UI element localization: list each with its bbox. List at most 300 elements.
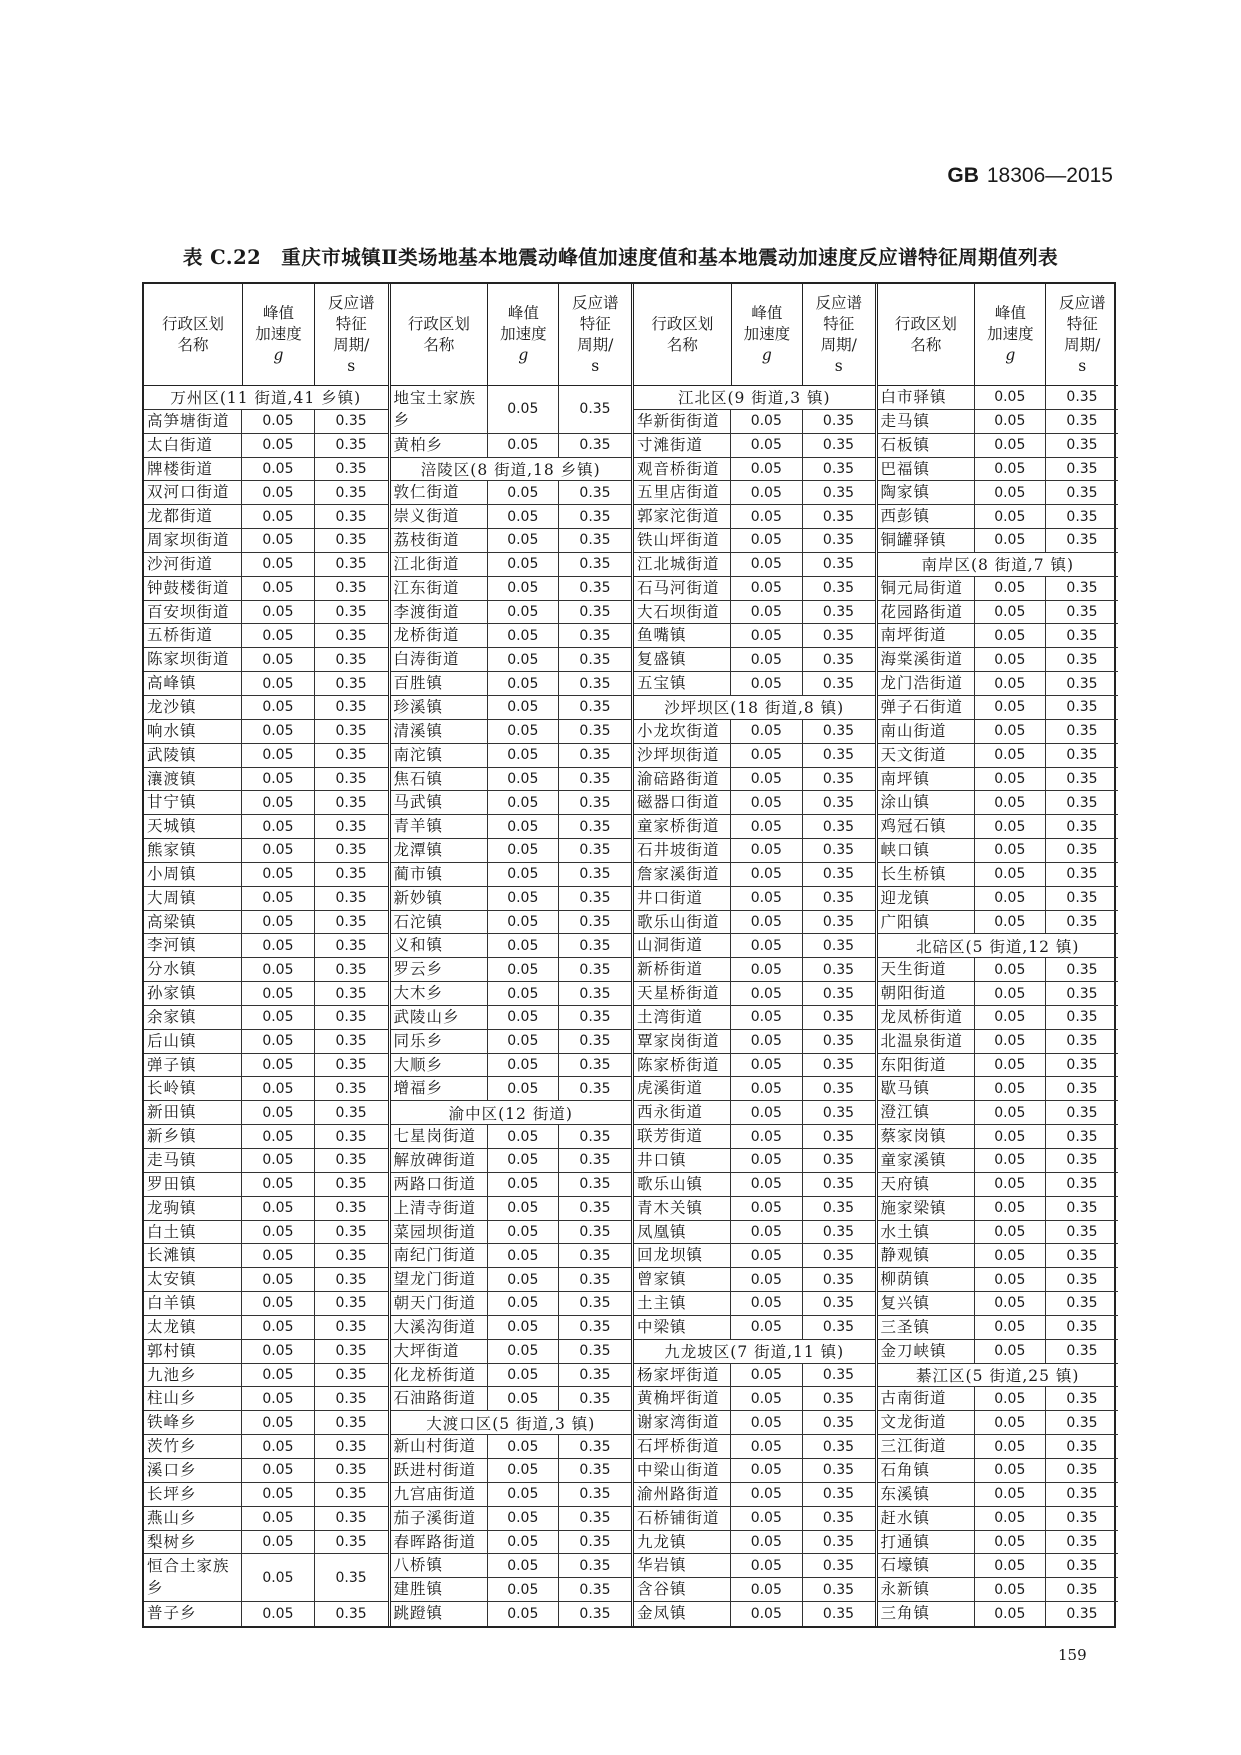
characteristic-period: 0.35 — [802, 815, 875, 838]
division-name: 清溪镇 — [393, 721, 444, 740]
division-name: 华新街街道 — [637, 411, 720, 430]
division-name: 上清寺街道 — [393, 1198, 477, 1217]
header-line: s — [1078, 356, 1087, 375]
characteristic-period: 0.35 — [558, 1244, 631, 1267]
characteristic-period: 0.35 — [802, 1507, 875, 1530]
division-name: 回龙坝镇 — [637, 1246, 704, 1265]
table-row — [634, 815, 875, 839]
peak-acceleration: 0.05 — [974, 1411, 1046, 1434]
table-row — [391, 1149, 632, 1173]
table-row — [144, 624, 388, 648]
division-name: 沙坪坝街道 — [637, 745, 720, 764]
table-row — [634, 1173, 875, 1197]
peak-acceleration: 0.05 — [487, 1197, 559, 1220]
division-name: 白涛街道 — [393, 650, 460, 669]
peak-acceleration: 0.05 — [487, 1292, 559, 1315]
characteristic-period: 0.35 — [314, 1602, 388, 1626]
peak-acceleration: 0.05 — [730, 1221, 802, 1244]
peak-acceleration: 0.05 — [974, 863, 1046, 886]
characteristic-period: 0.35 — [802, 1435, 875, 1458]
peak-acceleration: 0.05 — [730, 744, 802, 767]
characteristic-period: 0.35 — [1045, 911, 1118, 934]
header-line: s — [347, 356, 356, 375]
peak-acceleration: 0.05 — [974, 1316, 1046, 1339]
peak-acceleration: 0.05 — [974, 1387, 1046, 1410]
peak-acceleration: 0.05 — [974, 434, 1046, 457]
division-name: 龙驹镇 — [147, 1198, 197, 1217]
division-name: 江北街道 — [393, 554, 460, 573]
table-row — [144, 934, 388, 958]
peak-acceleration: 0.05 — [730, 648, 802, 671]
peak-acceleration: 0.05 — [241, 1459, 313, 1482]
header-line: 行政区划 — [651, 314, 714, 333]
division-name: 蔺市镇 — [393, 864, 444, 883]
table-row — [634, 458, 875, 482]
peak-acceleration: 0.05 — [487, 434, 559, 457]
division-name: 柱山乡 — [147, 1389, 197, 1408]
peak-acceleration: 0.05 — [487, 648, 559, 671]
characteristic-period: 0.35 — [802, 1292, 875, 1315]
division-name: 武陵镇 — [147, 745, 197, 764]
table-row — [391, 1316, 632, 1340]
table-header-row — [144, 284, 388, 386]
characteristic-period: 0.35 — [314, 648, 388, 671]
characteristic-period: 0.35 — [558, 1578, 631, 1601]
table-row — [144, 1554, 388, 1602]
header-line: 峰值 — [507, 304, 539, 322]
peak-acceleration: 0.05 — [730, 1006, 802, 1029]
characteristic-period: 0.35 — [802, 791, 875, 814]
division-name: 童家桥街道 — [637, 817, 720, 836]
division-name: 郭村镇 — [147, 1341, 197, 1360]
table-row — [144, 1101, 388, 1125]
division-name: 小龙坎街道 — [637, 721, 720, 740]
table-row — [391, 1292, 632, 1316]
division-name: 五里店街道 — [637, 483, 720, 502]
characteristic-period: 0.35 — [558, 887, 631, 910]
table-row — [878, 1077, 1119, 1101]
division-name: 峡口镇 — [880, 841, 931, 860]
division-name: 天星桥街道 — [637, 984, 720, 1003]
characteristic-period: 0.35 — [802, 982, 875, 1005]
header-characteristic-period — [558, 284, 631, 385]
header-line: 反应谱 — [1058, 293, 1106, 312]
characteristic-period: 0.35 — [802, 1149, 875, 1172]
peak-acceleration: 0.05 — [487, 696, 559, 719]
table-row — [634, 791, 875, 815]
header-line: 周期/ — [577, 335, 614, 354]
peak-acceleration: 0.05 — [730, 1578, 802, 1601]
division-name: 铜元局街道 — [880, 578, 964, 597]
peak-acceleration: 0.05 — [974, 1149, 1046, 1172]
table-row — [634, 911, 875, 935]
peak-acceleration: 0.05 — [487, 720, 559, 743]
header-line: 周期/ — [333, 335, 370, 354]
characteristic-period: 0.35 — [314, 624, 388, 647]
characteristic-period: 0.35 — [1045, 434, 1118, 457]
peak-acceleration: 0.05 — [487, 1316, 559, 1339]
division-name: 谢家湾街道 — [637, 1413, 720, 1432]
characteristic-period: 0.35 — [314, 410, 388, 433]
characteristic-period: 0.35 — [314, 1292, 388, 1315]
peak-acceleration: 0.05 — [487, 1149, 559, 1172]
division-name: 江东街道 — [393, 578, 460, 597]
peak-acceleration: 0.05 — [487, 481, 559, 504]
table-row — [634, 1149, 875, 1173]
division-name: 天府镇 — [880, 1174, 931, 1193]
table-row — [634, 1221, 875, 1245]
division-name: 熊家镇 — [147, 841, 197, 860]
division-name: 长生桥镇 — [880, 864, 947, 883]
division-name: 井口街道 — [637, 888, 704, 907]
table-row — [878, 577, 1119, 601]
peak-acceleration: 0.05 — [974, 1459, 1046, 1482]
peak-acceleration: 0.05 — [730, 911, 802, 934]
characteristic-period: 0.35 — [314, 1364, 388, 1387]
characteristic-period: 0.35 — [802, 505, 875, 528]
table-row — [391, 1268, 632, 1292]
characteristic-period: 0.35 — [314, 911, 388, 934]
peak-acceleration: 0.05 — [730, 672, 802, 695]
table-row — [878, 1101, 1119, 1125]
peak-acceleration: 0.05 — [974, 386, 1046, 409]
peak-acceleration: 0.05 — [730, 1030, 802, 1053]
division-name: 渝碚路街道 — [637, 769, 720, 788]
header-line: s — [591, 356, 600, 375]
characteristic-period: 0.35 — [802, 863, 875, 886]
peak-acceleration: 0.05 — [974, 958, 1046, 981]
table-row — [634, 434, 875, 458]
division-name: 金凤镇 — [637, 1604, 687, 1623]
peak-acceleration: 0.05 — [241, 1197, 313, 1220]
characteristic-period: 0.35 — [802, 839, 875, 862]
peak-acceleration: 0.05 — [241, 1244, 313, 1267]
characteristic-period: 0.35 — [802, 958, 875, 981]
characteristic-period: 0.35 — [558, 648, 631, 671]
division-name: 五桥街道 — [147, 626, 214, 645]
table-row — [144, 1006, 388, 1030]
division-name: 太龙镇 — [147, 1317, 197, 1336]
division-name: 太白街道 — [147, 435, 214, 454]
header-line: 反应谱 — [571, 293, 619, 312]
header-line: g — [518, 346, 529, 364]
division-name: 曾家镇 — [637, 1270, 687, 1289]
division-name: 地宝土家族乡 — [393, 389, 477, 429]
table-row — [391, 839, 632, 863]
peak-acceleration: 0.05 — [730, 553, 802, 576]
peak-acceleration: 0.05 — [241, 934, 313, 957]
division-name: 走马镇 — [147, 1151, 197, 1169]
characteristic-period: 0.35 — [558, 1030, 631, 1053]
characteristic-period: 0.35 — [802, 1006, 875, 1029]
peak-acceleration: 0.05 — [487, 1244, 559, 1267]
division-name: 大坪街道 — [393, 1341, 460, 1360]
characteristic-period: 0.35 — [802, 458, 875, 481]
characteristic-period: 0.35 — [802, 648, 875, 671]
table-row — [634, 1125, 875, 1149]
peak-acceleration: 0.05 — [974, 815, 1046, 838]
header-line: 行政区划 — [894, 314, 957, 333]
header-line: 行政区划 — [161, 314, 224, 333]
table-row — [634, 1244, 875, 1268]
peak-acceleration: 0.05 — [974, 1244, 1046, 1267]
column-group — [144, 284, 388, 1626]
peak-acceleration: 0.05 — [241, 648, 313, 671]
characteristic-period: 0.35 — [558, 768, 631, 791]
peak-acceleration: 0.05 — [241, 577, 313, 600]
peak-acceleration: 0.05 — [730, 863, 802, 886]
header-characteristic-period — [1045, 284, 1118, 385]
division-name: 土湾街道 — [637, 1007, 704, 1026]
peak-acceleration: 0.05 — [974, 1531, 1046, 1554]
division-name: 朝阳街道 — [880, 984, 947, 1003]
peak-acceleration: 0.05 — [974, 1554, 1046, 1577]
table-row — [634, 1483, 875, 1507]
table-row — [144, 791, 388, 815]
table-row — [634, 1197, 875, 1221]
peak-acceleration: 0.05 — [974, 1101, 1046, 1124]
characteristic-period: 0.35 — [802, 672, 875, 695]
division-name: 虎溪街道 — [637, 1079, 704, 1098]
table-row — [634, 648, 875, 672]
table-row — [878, 1221, 1119, 1245]
peak-acceleration: 0.05 — [730, 577, 802, 600]
characteristic-period: 0.35 — [314, 1173, 388, 1196]
peak-acceleration: 0.05 — [487, 982, 559, 1005]
characteristic-period: 0.35 — [1045, 1173, 1118, 1196]
division-name: 石油路街道 — [393, 1389, 477, 1408]
division-name: 太安镇 — [147, 1270, 197, 1289]
characteristic-period: 0.35 — [802, 1602, 875, 1626]
peak-acceleration: 0.05 — [241, 1125, 313, 1148]
division-name: 石井坡街道 — [637, 841, 720, 860]
table-row — [878, 982, 1119, 1006]
characteristic-period: 0.35 — [558, 386, 631, 433]
characteristic-period: 0.35 — [558, 1364, 631, 1387]
division-name: 永新镇 — [880, 1580, 931, 1599]
table-row — [391, 1197, 632, 1221]
table-row — [391, 505, 632, 529]
peak-acceleration: 0.05 — [487, 815, 559, 838]
peak-acceleration: 0.05 — [487, 744, 559, 767]
characteristic-period: 0.35 — [314, 815, 388, 838]
table-row — [144, 481, 388, 505]
header-line: 峰值 — [262, 304, 294, 322]
peak-acceleration: 0.05 — [974, 1030, 1046, 1053]
division-name: 磁器口街道 — [637, 793, 720, 812]
table-row — [144, 553, 388, 577]
division-name: 百安坝街道 — [147, 602, 230, 621]
peak-acceleration: 0.05 — [730, 887, 802, 910]
table-row — [391, 1054, 632, 1078]
table-row — [634, 1077, 875, 1101]
table-row — [391, 386, 632, 434]
table-row — [144, 1459, 388, 1483]
characteristic-period: 0.35 — [314, 1125, 388, 1148]
table-row — [144, 982, 388, 1006]
table-row — [878, 529, 1119, 553]
header-name — [144, 284, 242, 385]
standard-code: 18306—2015 — [986, 164, 1113, 187]
table-row — [634, 1268, 875, 1292]
division-name: 九龙镇 — [637, 1532, 687, 1551]
peak-acceleration: 0.05 — [487, 672, 559, 695]
division-name: 响水镇 — [147, 721, 197, 740]
peak-acceleration: 0.05 — [241, 481, 313, 504]
peak-acceleration: 0.05 — [241, 1149, 313, 1172]
peak-acceleration: 0.05 — [974, 648, 1046, 671]
table-row — [634, 1006, 875, 1030]
table-row — [391, 648, 632, 672]
division-name: 覃家岗街道 — [637, 1031, 720, 1050]
table-row — [878, 696, 1119, 720]
table-row — [144, 1387, 388, 1411]
characteristic-period: 0.35 — [802, 1531, 875, 1554]
division-name: 马武镇 — [393, 793, 444, 812]
division-name: 中梁山街道 — [637, 1460, 720, 1479]
characteristic-period: 0.35 — [314, 434, 388, 457]
division-name: 石马河街道 — [637, 578, 720, 597]
table-row — [391, 791, 632, 815]
table-row — [634, 1101, 875, 1125]
division-name: 西彭镇 — [880, 507, 931, 526]
peak-acceleration: 0.05 — [974, 672, 1046, 695]
column-group — [388, 284, 632, 1626]
division-name: 山洞街道 — [637, 936, 704, 955]
table-row — [144, 529, 388, 553]
characteristic-period: 0.35 — [1045, 720, 1118, 743]
table-row — [391, 481, 632, 505]
division-name: 荔枝街道 — [393, 531, 460, 550]
characteristic-period: 0.35 — [802, 553, 875, 576]
division-name: 茨竹乡 — [147, 1437, 197, 1456]
header-line: g — [273, 346, 284, 364]
table-row — [634, 1030, 875, 1054]
division-name: 静观镇 — [880, 1246, 931, 1265]
characteristic-period: 0.35 — [314, 1340, 388, 1363]
peak-acceleration: 0.05 — [487, 958, 559, 981]
peak-acceleration: 0.05 — [730, 434, 802, 457]
division-name: 白羊镇 — [147, 1294, 197, 1313]
table-row — [878, 458, 1119, 482]
peak-acceleration: 0.05 — [487, 601, 559, 624]
table-row — [391, 1244, 632, 1268]
characteristic-period: 0.35 — [558, 481, 631, 504]
division-name: 巴福镇 — [880, 459, 931, 478]
table-row — [878, 434, 1119, 458]
peak-acceleration: 0.05 — [487, 1268, 559, 1291]
characteristic-period: 0.35 — [558, 911, 631, 934]
characteristic-period: 0.35 — [314, 1149, 388, 1172]
characteristic-period: 0.35 — [802, 1364, 875, 1387]
characteristic-period: 0.35 — [314, 934, 388, 957]
peak-acceleration: 0.05 — [974, 1483, 1046, 1506]
characteristic-period: 0.35 — [558, 672, 631, 695]
division-name: 白土镇 — [147, 1222, 197, 1241]
characteristic-period: 0.35 — [1045, 1483, 1118, 1506]
characteristic-period: 0.35 — [314, 458, 388, 481]
division-name: 天文街道 — [880, 745, 947, 764]
table-header-row — [878, 284, 1119, 386]
peak-acceleration: 0.05 — [487, 577, 559, 600]
header-line: 名称 — [910, 335, 942, 354]
characteristic-period: 0.35 — [1045, 1459, 1118, 1482]
table-row — [144, 601, 388, 625]
division-name: 高笋塘街道 — [147, 411, 230, 430]
header-line: 周期/ — [820, 335, 857, 354]
peak-acceleration: 0.05 — [730, 934, 802, 957]
characteristic-period: 0.35 — [558, 1340, 631, 1363]
characteristic-period: 0.35 — [1045, 410, 1118, 433]
table-row — [391, 887, 632, 911]
table-row — [391, 1077, 632, 1101]
table-row — [391, 744, 632, 768]
table-row — [878, 1316, 1119, 1340]
table-row — [878, 1173, 1119, 1197]
characteristic-period: 0.35 — [558, 958, 631, 981]
division-name: 新桥街道 — [637, 960, 704, 979]
characteristic-period: 0.35 — [558, 1125, 631, 1148]
table-row — [144, 839, 388, 863]
characteristic-period: 0.35 — [1045, 529, 1118, 552]
table-row — [878, 1268, 1119, 1292]
characteristic-period: 0.35 — [314, 791, 388, 814]
division-name: 古南街道 — [880, 1389, 947, 1408]
division-name: 石坪桥街道 — [637, 1437, 720, 1456]
peak-acceleration: 0.05 — [241, 458, 313, 481]
table-row — [878, 1507, 1119, 1531]
peak-acceleration: 0.05 — [974, 1578, 1046, 1601]
table-row — [391, 863, 632, 887]
peak-acceleration: 0.05 — [241, 1221, 313, 1244]
peak-acceleration: 0.05 — [974, 720, 1046, 743]
division-name: 江北城街道 — [637, 554, 720, 573]
peak-acceleration: 0.05 — [730, 815, 802, 838]
division-name: 高梁镇 — [147, 912, 197, 931]
table-row — [634, 887, 875, 911]
characteristic-period: 0.35 — [314, 887, 388, 910]
characteristic-period: 0.35 — [314, 1411, 388, 1434]
division-name: 龙都街道 — [147, 507, 214, 526]
division-name: 朝天门街道 — [393, 1294, 477, 1313]
header-line: 反应谱 — [327, 293, 375, 312]
peak-acceleration: 0.05 — [241, 1077, 313, 1100]
division-name: 复盛镇 — [637, 650, 687, 669]
characteristic-period: 0.35 — [1045, 1149, 1118, 1172]
division-name: 复兴镇 — [880, 1294, 931, 1313]
table-row — [878, 720, 1119, 744]
table-row — [144, 887, 388, 911]
table-row — [144, 505, 388, 529]
characteristic-period: 0.35 — [1045, 577, 1118, 600]
table-row — [144, 1030, 388, 1054]
table-row — [634, 744, 875, 768]
division-name: 寸滩街道 — [637, 435, 704, 454]
characteristic-period: 0.35 — [1045, 386, 1118, 409]
page-number: 159 — [1058, 1646, 1087, 1664]
division-name: 牌楼街道 — [147, 459, 214, 478]
division-name: 龙门浩街道 — [880, 674, 964, 693]
table-row — [878, 1054, 1119, 1078]
header-name — [634, 284, 731, 385]
peak-acceleration: 0.05 — [241, 1554, 313, 1601]
peak-acceleration: 0.05 — [241, 815, 313, 838]
table-row — [634, 529, 875, 553]
peak-acceleration: 0.05 — [974, 1435, 1046, 1458]
peak-acceleration: 0.05 — [241, 601, 313, 624]
peak-acceleration: 0.05 — [974, 1507, 1046, 1530]
characteristic-period: 0.35 — [558, 982, 631, 1005]
